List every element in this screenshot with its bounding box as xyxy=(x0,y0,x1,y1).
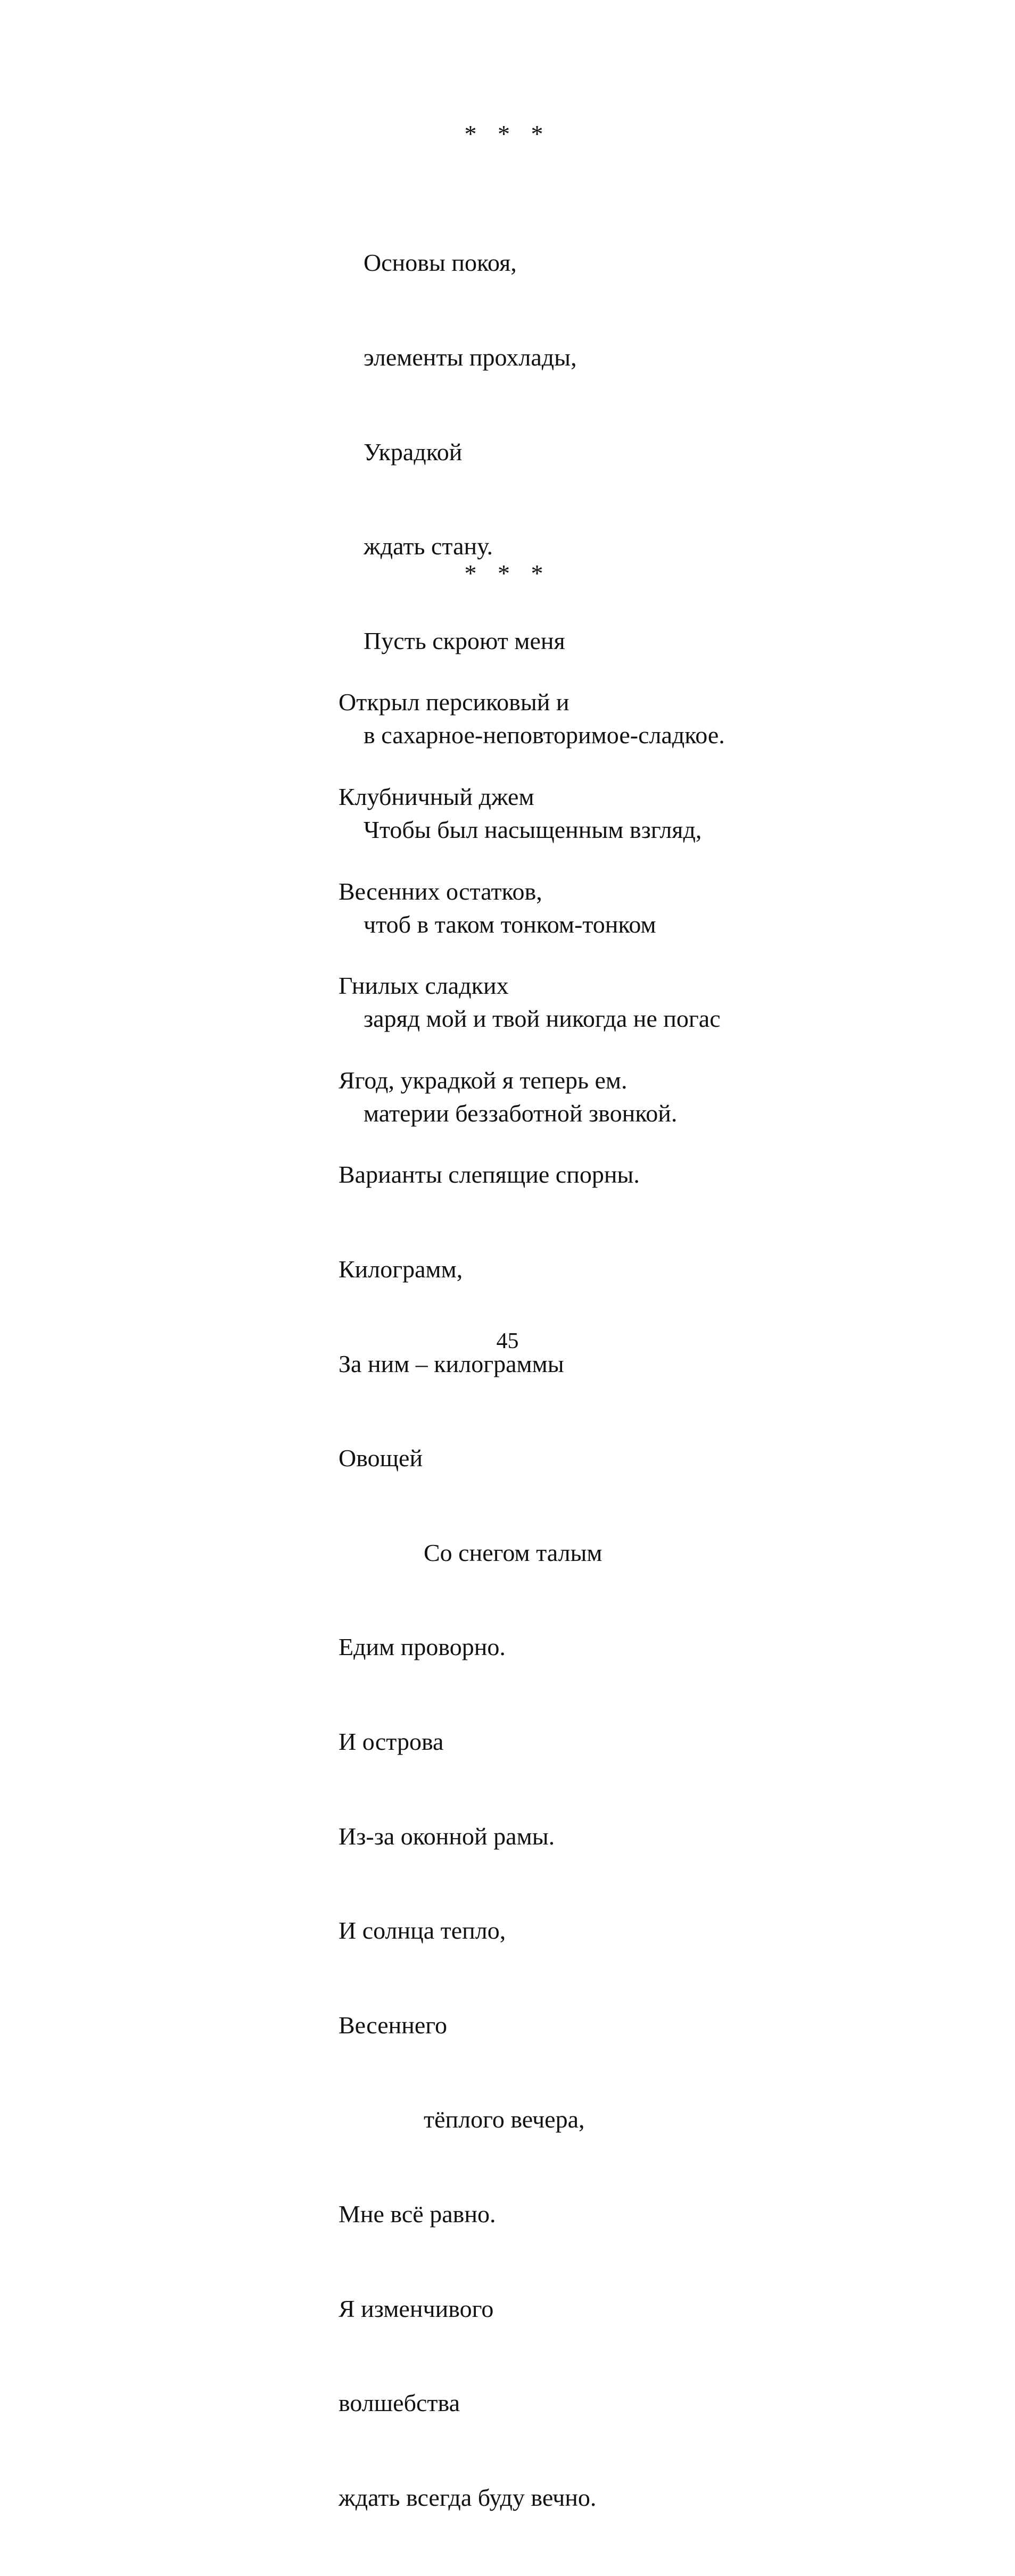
poem-line: Килограмм, xyxy=(339,1255,463,1283)
poem-line: Варианты слепящие спорны. xyxy=(339,1161,640,1189)
poem-second xyxy=(339,624,640,2576)
poem-line: Клубничный джем xyxy=(339,783,534,810)
poem-line: Едим проворно. xyxy=(339,1633,506,1661)
poem-line: И солнца тепло, xyxy=(339,1917,506,1945)
poem-line: ждать всегда буду вечно. xyxy=(339,2483,597,2511)
poem-line: Ягод, украдкой я теперь ем. xyxy=(339,1066,628,1094)
poem-line: За ним – килограммы xyxy=(339,1350,564,1377)
poem-line: Овощей xyxy=(339,1444,423,1472)
poem-line: Основы покоя, xyxy=(364,249,517,277)
poem-line-indented: Со снегом талым xyxy=(424,1539,603,1566)
poem-line: Чтобы был насыщенным взгляд, xyxy=(364,816,702,843)
poem-separator: * * * xyxy=(464,120,551,147)
poem-separator: * * * xyxy=(464,560,551,587)
poem-line: Я изменчивого xyxy=(339,2295,494,2322)
poem-line: Весеннего xyxy=(339,2011,448,2039)
poem-line: чтоб в таком тонком-тонком xyxy=(364,910,656,938)
page-number: 45 xyxy=(496,1329,519,1353)
poem-line: ждать стану. xyxy=(364,533,493,560)
poem-line-indented: тёплого вечера, xyxy=(424,2106,585,2133)
poem-line: И острова xyxy=(339,1727,444,1755)
poem-line: Украдкой xyxy=(364,438,463,466)
poem-line: Открыл персиковый и xyxy=(339,688,570,716)
poem-line: Весенних остатков, xyxy=(339,877,542,905)
poem-line: заряд мой и твой никогда не погас xyxy=(364,1005,721,1033)
poem-line: Пусть скроют меня xyxy=(364,627,565,654)
poem-line: Из-за оконной рамы. xyxy=(339,1822,555,1850)
poem-line: элементы прохлады, xyxy=(364,344,577,371)
poem-line: материи беззаботной звонкой. xyxy=(364,1099,678,1127)
poem-line: Гнилых сладких xyxy=(339,972,509,1000)
poem-line: в сахарное-неповторимое-сладкое. xyxy=(364,721,725,749)
poem-line: волшебства xyxy=(339,2389,460,2417)
poem-line: Мне всё равно. xyxy=(339,2200,496,2228)
